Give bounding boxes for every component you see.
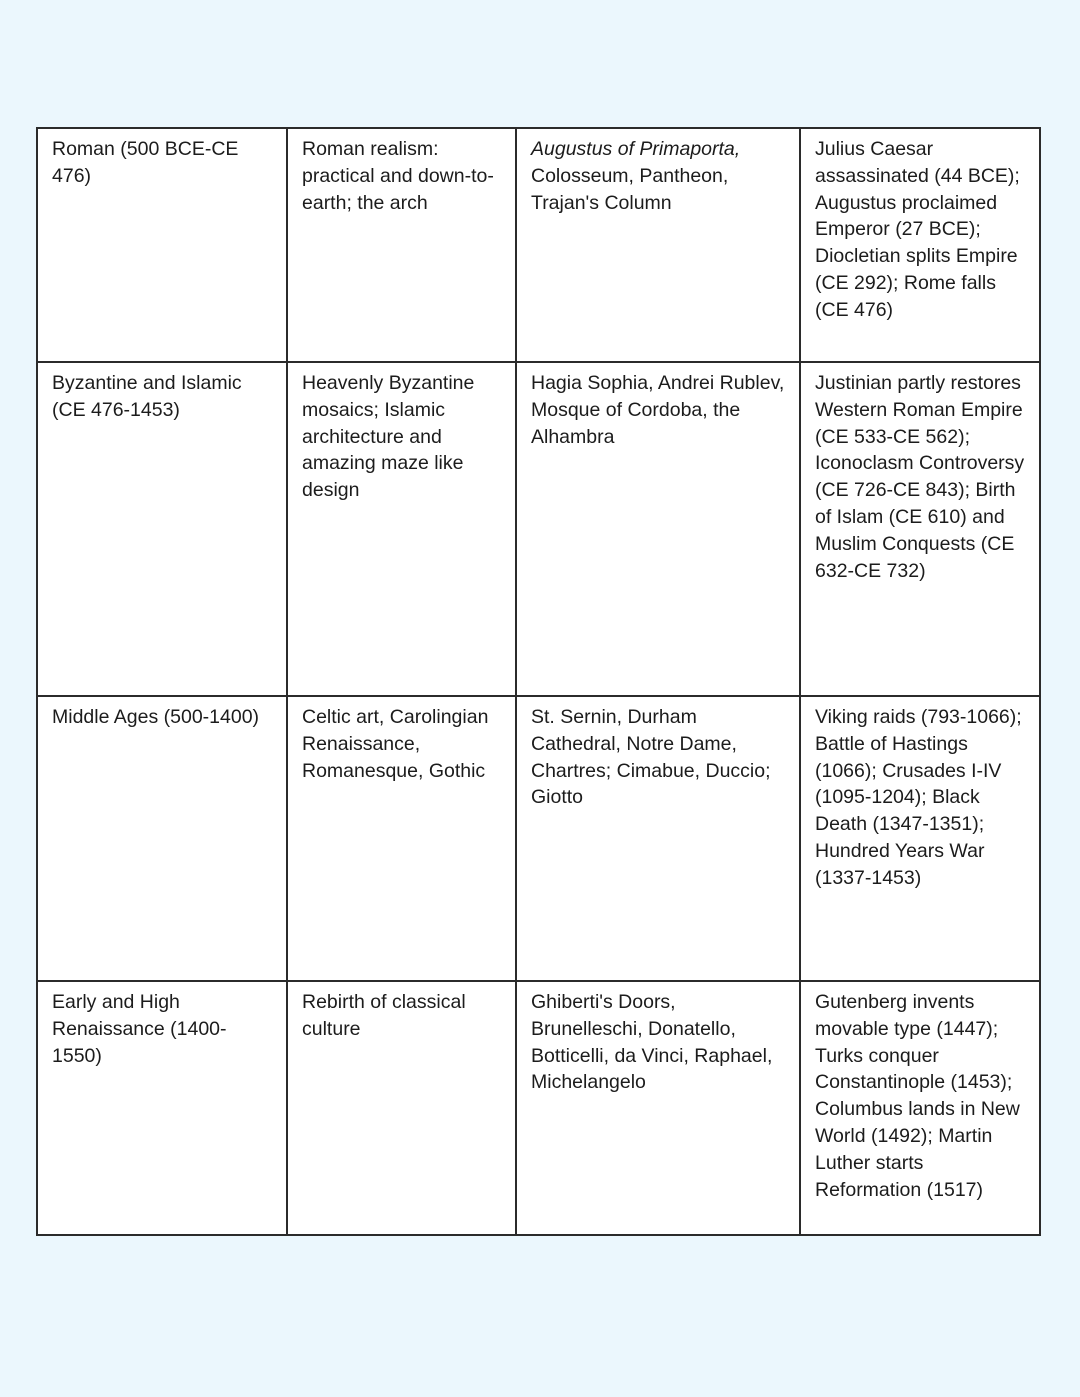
table-row — [37, 981, 1040, 1235]
period-cell: Roman (500 BCE-CE 476) — [37, 128, 287, 362]
works-cell: St. Sernin, Durham Cathedral, Notre Dame, Chartres; Cimabue, Duccio; Giotto — [516, 696, 800, 981]
period-cell: Byzantine and Islamic (CE 476-1453) — [37, 362, 287, 696]
works-cell: Hagia Sophia, Andrei Rublev, Mosque of Cordoba, the Alhambra — [516, 362, 800, 696]
style-cell: Celtic art, Carolingian Renaissance, Romanesque, Gothic — [287, 696, 516, 981]
works-cell — [516, 128, 800, 362]
table-row — [37, 128, 1040, 362]
works-italic-text: Augustus of Primaporta, — [531, 138, 741, 160]
events-cell: Julius Caesar assassinated (44 BCE); Augustus proclaimed Emperor (27 BCE); Diocletian splits Empire (CE 292); Rome falls (CE 476) — [800, 128, 1040, 362]
events-cell: Justinian partly restores Western Roman Empire (CE 533-CE 562); Iconoclasm Controversy (CE 726-CE 843); Birth of Islam (CE 610) and Muslim Conquests (CE 632-CE 732) — [800, 362, 1040, 696]
art-history-table — [36, 127, 1041, 1236]
table-row — [37, 696, 1040, 981]
style-cell: Rebirth of classical culture — [287, 981, 516, 1235]
events-cell: Gutenberg invents movable type (1447); Turks conquer Constantinople (1453); Columbus lands in New World (1492); Martin Luther starts Reformation (1517) — [800, 981, 1040, 1235]
period-cell: Early and High Renaissance (1400-1550) — [37, 981, 287, 1235]
works-text: Colosseum, Pantheon, Trajan's Column — [531, 164, 729, 214]
style-cell: Heavenly Byzantine mosaics; Islamic architecture and amazing maze like design — [287, 362, 516, 696]
works-cell: Ghiberti's Doors, Brunelleschi, Donatello, Botticelli, da Vinci, Raphael, Michelangelo — [516, 981, 800, 1235]
period-cell: Middle Ages (500-1400) — [37, 696, 287, 981]
events-cell: Viking raids (793-1066); Battle of Hastings (1066); Crusades I-IV (1095-1204); Black Death (1347-1351); Hundred Years War (1337-1453) — [800, 696, 1040, 981]
table-row — [37, 362, 1040, 696]
style-cell: Roman realism: practical and down-to-earth; the arch — [287, 128, 516, 362]
